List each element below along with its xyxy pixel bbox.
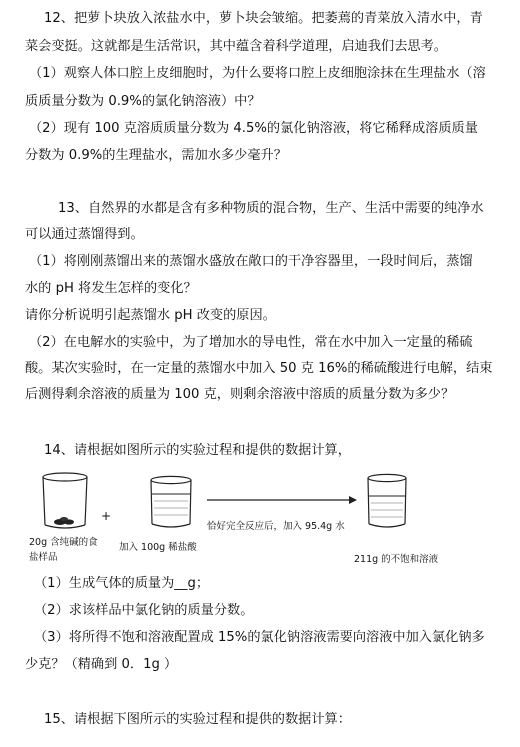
reaction-arrow-icon [207,495,357,505]
sample-label-line2: 盐样品 [29,552,58,563]
plus-sign: + [101,509,112,523]
q12-part2-line2: 分数为 0.9%的生理盐水，需加水多少毫升？ [25,148,287,163]
acid-label: 加入 100g 稀盐酸 [119,542,197,553]
q12-part1-line1: （1）观察人体口腔上皮细胞时，为什么要将口腔上皮细胞涂抹在生理盐水（溶 [29,66,486,81]
beaker-with-acid-icon [142,474,200,530]
beaker-result-icon [360,472,414,530]
q13-part2-line2: 酸。某次实验时，在一定量的蒸馏水中加入 50 克 16%的稀硫酸进行电解，结束 [25,361,493,376]
q12-part1-line2: 质质量分数为 0.9%的氯化钠溶液）中？ [25,94,261,109]
q12-intro-line1: 12、把萝卜块放入浓盐水中，萝卜块会皱缩。把萎蔫的青菜放入清水中，青 [44,11,483,26]
q14-part3-line2: 少克？（精确到 0．1g ） [25,657,178,672]
q12-part2-line1: （2）现有 100 克溶质质量分数为 4.5%的氯化钠溶液，将它稀释成溶质质量 [29,121,478,136]
q13-part2-line1: （2）在电解水的实验中，为了增加水的导电性，常在水中加入一定量的稀硫 [29,335,473,350]
result-label: 211g 的不饱和溶液 [354,554,439,565]
q12-intro-line2: 菜会变挺。这就都是生活常识，其中蕴含着科学道理，启迪我们去思考。 [25,39,447,54]
q13-part1-line3: 请你分析说明引起蒸馏水 pH 改变的原因。 [25,308,276,323]
q14-part1: （1）生成气体的质量为__g； [34,576,210,591]
q14-part2: （2）求该样品中氯化钠的质量分数。 [34,603,254,618]
q13-intro-line2: 可以通过蒸馏得到。 [25,227,144,242]
q13-intro-line1: 13、自然界的水都是含有多种物质的混合物，生产、生活中需要的纯净水 [58,201,484,216]
arrow-label: 恰好完全反应后，加入 95.4g 水 [207,521,345,532]
q15-intro: 15、请根据下图所示的实验过程和提供的数据计算： [44,712,351,727]
sample-label-line1: 20g 含纯碱的食 [29,537,98,548]
q14-intro: 14、请根据如图所示的实验过程和提供的数据计算， [44,443,351,458]
beaker-with-sample-icon [34,470,96,532]
q13-part2-line3: 后测得剩余溶液的质量为 100 克，则剩余溶液中溶质的质量分数为多少？ [25,387,455,402]
q13-part1-line2: 水的 pH 将发生怎样的变化？ [25,281,197,296]
q14-part3-line1: （3）将所得不饱和溶液配置成 15%的氯化钠溶液需要向溶液中加入氯化钠多 [34,630,485,645]
q13-part1-line1: （1）将刚刚蒸馏出来的蒸馏水盛放在敞口的干净容器里，一段时间后，蒸馏 [29,254,473,269]
